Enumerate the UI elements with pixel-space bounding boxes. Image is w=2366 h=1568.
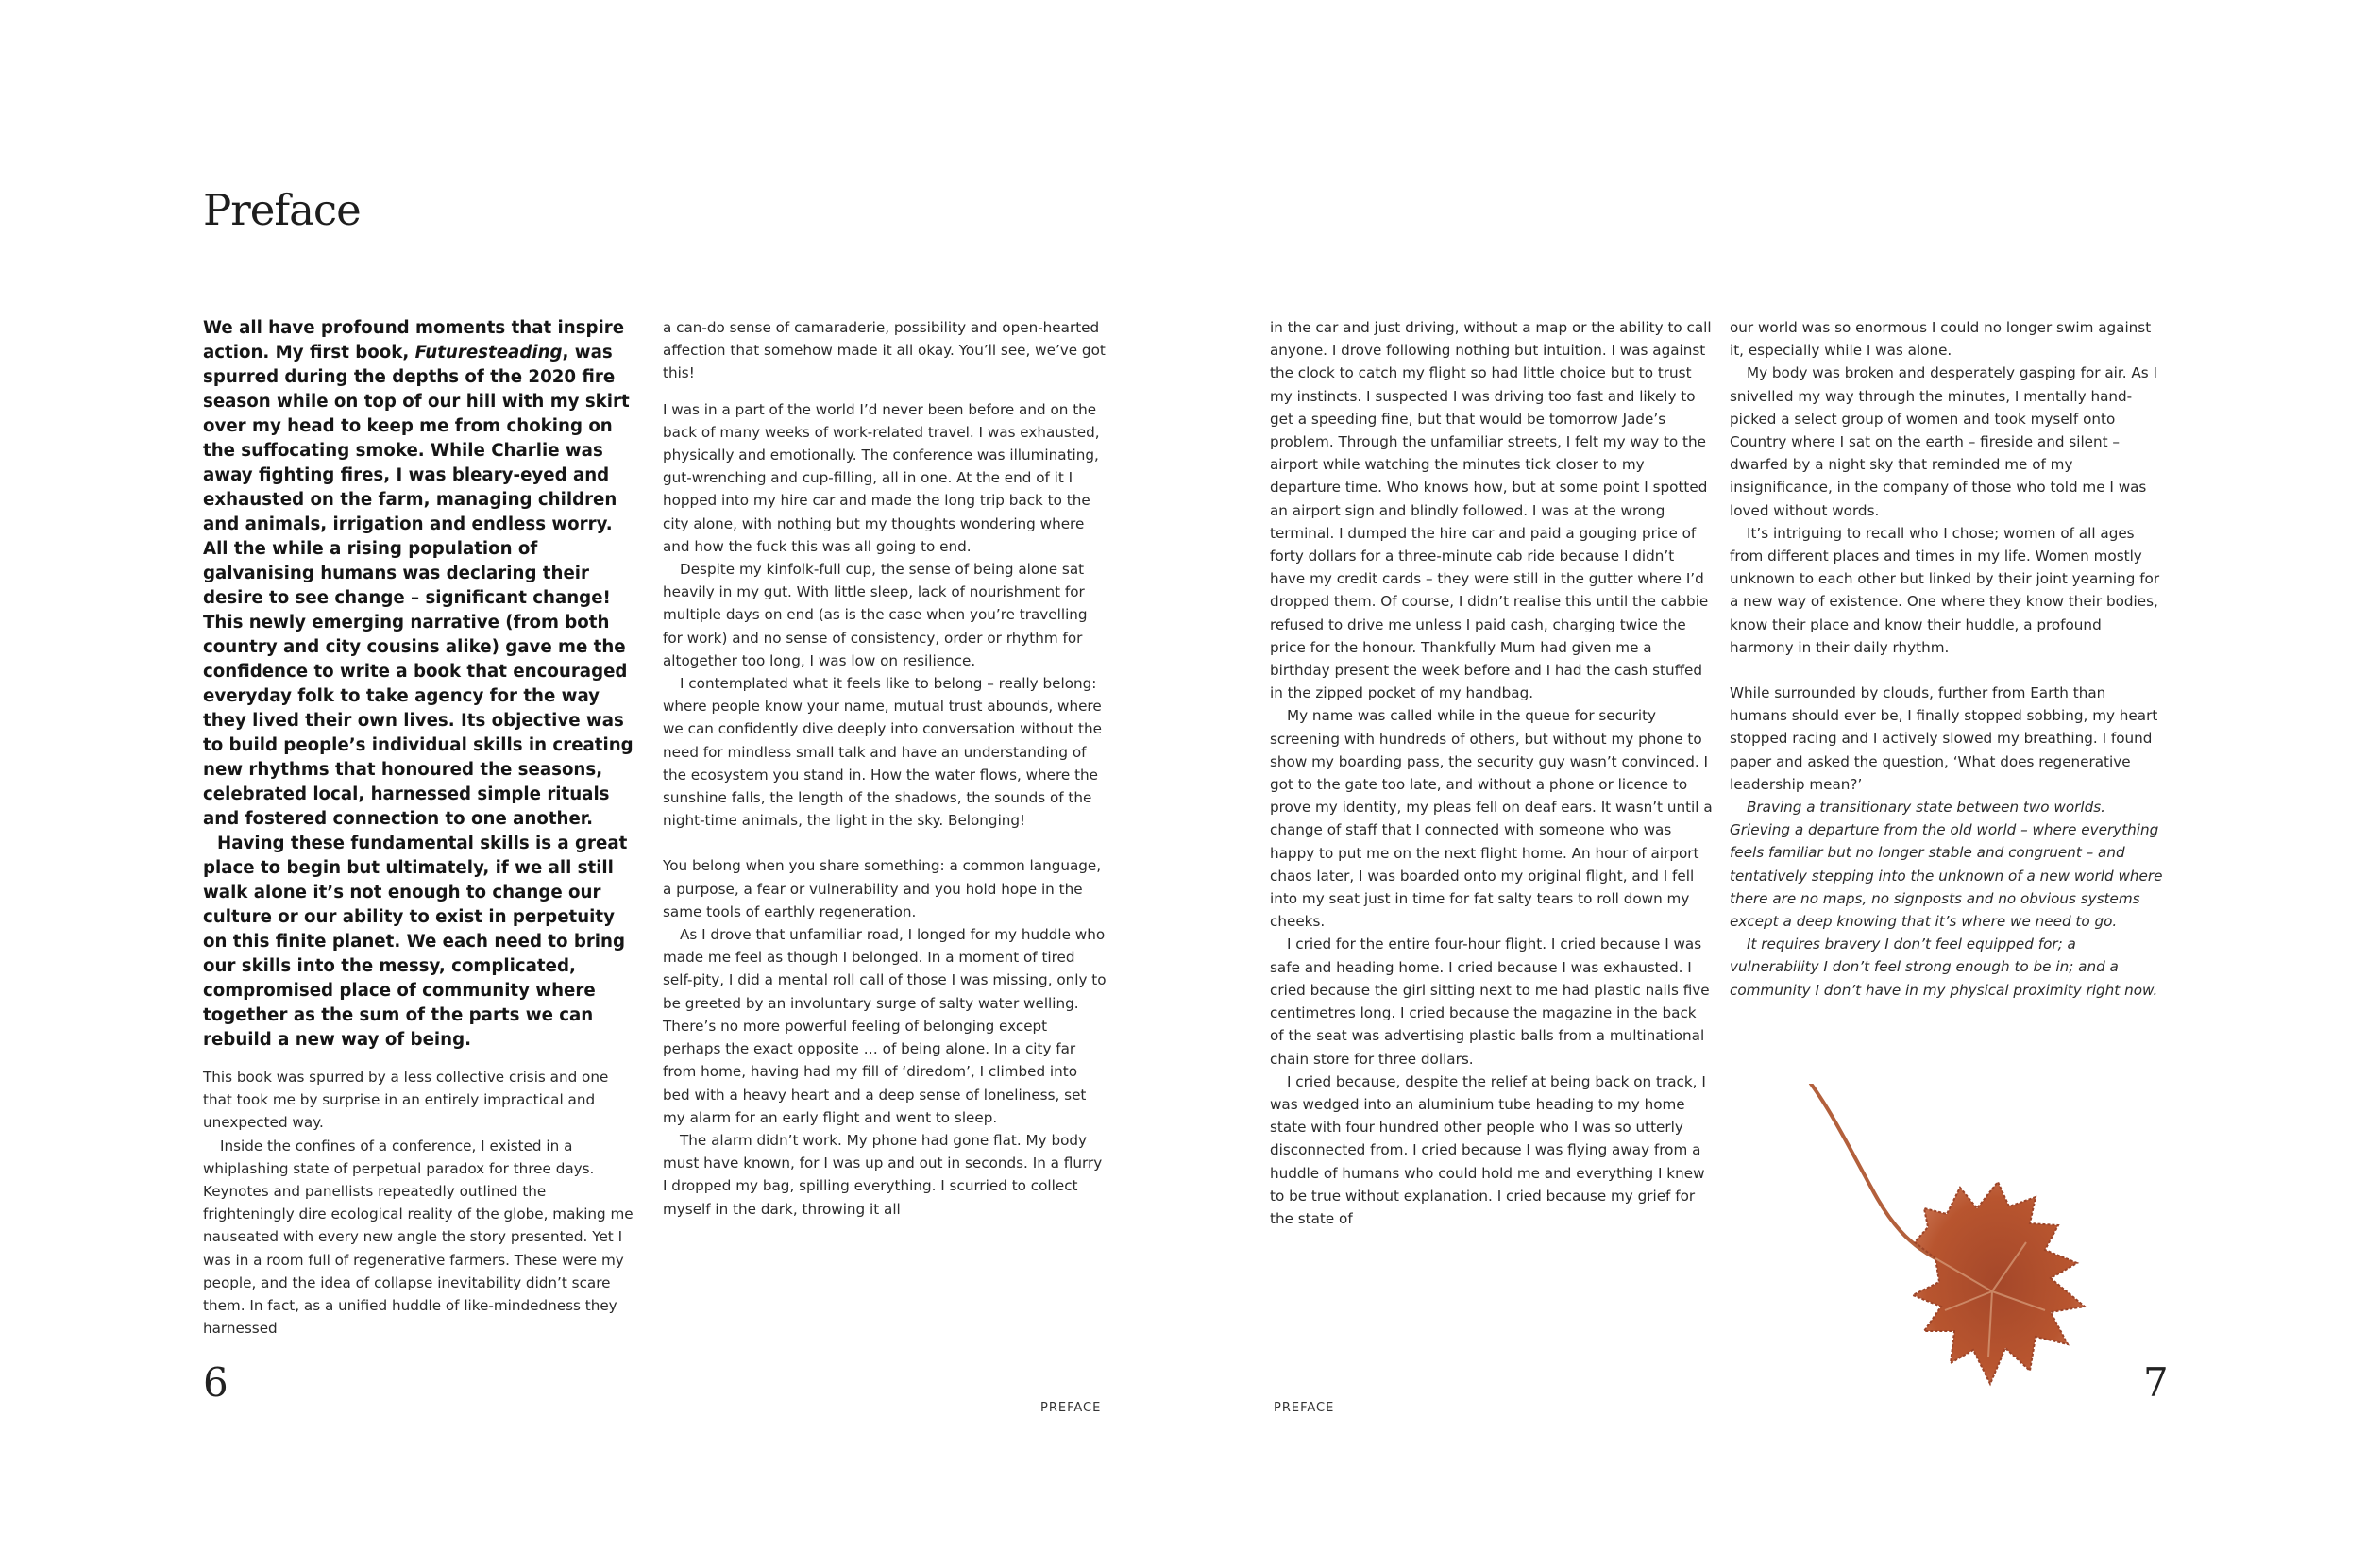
body-paragraph: You belong when you share something: a common language, a purpose, a fear or vulnerability and you hold hope in the same tools of earthly regeneration. xyxy=(663,857,1102,920)
italic-paragraph: It requires bravery I don’t feel equipped for; a vulnerability I don’t feel strong enough to be in; and a community I don’t have in my physical proximity right now. xyxy=(1730,936,2158,999)
body-paragraph: This book was spurred by a less collective crisis and one that took me by surprise in an entirely impractical and unexpected way. xyxy=(203,1069,609,1132)
autumn-leaf-icon xyxy=(1803,1084,2153,1433)
column-1 xyxy=(203,316,639,1340)
page-title: Preface xyxy=(203,185,361,235)
page-number-right: 7 xyxy=(2143,1359,2169,1406)
body-paragraph: I cried because, despite the relief at being back on track, I was wedged into an aluminium tube heading to my home state with four hundred other people who I was so utterly disconnected from. I cried because I was flying away from a huddle of humans who could hold me and everything I knew to be true without explanation. I cried because my grief for the state of xyxy=(1270,1072,1706,1227)
body-paragraph: I contemplated what it feels like to belong – really belong: where people know your name, mutual trust abounds, where we can confidently dive deeply into conversation without the need for mindless small talk and have an understanding of the ecosystem you stand in. How the water flows, where the sunshine falls, the length of the shadows, the sounds of the night-time animals, the light in the sky. Belonging! xyxy=(663,675,1102,830)
body-paragraph: My name was called while in the queue for security screening with hundreds of others, but without my phone to show my boarding pass, the security guy wasn’t convinced. I got to the gate too late, and without a phone or licence to prove my identity, my pleas fell on deaf ears. It wasn’t until a change of staff that I connected with someone who was happy to put me on the next flight home. An hour of airport chaos later, I was boarded onto my original flight, and I fell into my seat just in time for fat salty tears to roll down my cheeks. xyxy=(1270,707,1713,931)
body-paragraph: a can-do sense of camaraderie, possibility and open-hearted affection that somehow made it all okay. You’ll see, we’ve got this! xyxy=(663,319,1106,382)
body-paragraph: While surrounded by clouds, further from Earth than humans should ever be, I finally stopped sobbing, my heart stopped racing and I actively slowed my breathing. I found paper and asked the question, ‘What does regenerative leadership mean?’ xyxy=(1730,684,2158,793)
body-paragraph: our world was so enormous I could no longer swim against it, especially while I was alone. xyxy=(1730,319,2152,360)
body-paragraph: in the car and just driving, without a map or the ability to call anyone. I drove following nothing but intuition. I was against the clock to catch my flight so had little choice but to trust my instincts. I suspected I was driving too fast and likely to get a speeding fine, but that would be tomorrow Jade’s problem. Through the unfamiliar streets, I felt my way to the airport while watching the minutes tick closer to my departure time. Who knows how, but at some point I spotted an airport sign and blindly followed. I was at the wrong terminal. I dumped the hire car and paid a gouging price of forty dollars for a three-minute cab ride because I didn’t have my credit cards – they were still in the gutter where I’d dropped them. Of course, I didn’t realise this until the cabbie refused to drive me unless I paid cash, charging twice the price for the honour. Thankfully Mum had given me a birthday present the week before and I had the cash stuffed in the zipped pocket of my handbag. xyxy=(1270,319,1712,702)
column-2 xyxy=(663,316,1107,1221)
body-paragraph: I was in a part of the world I’d never been before and on the back of many weeks of work-related travel. I was exhausted, physically and emotionally. The conference was illuminating, gut-wrenching and cup-filling, all in one. At the end of it I hopped into my hire car and made the long trip back to the city alone, with nothing but my thoughts wondering where and how the fuck this was all going to end. xyxy=(663,400,1100,555)
page-number-left: 6 xyxy=(203,1359,228,1406)
body-paragraph: I cried for the entire four-hour flight. I cried because I was safe and heading home. I cried because I was exhausted. I cried because the girl sitting next to me had plastic nails five centimetres long. I cried because the magazine in the back of the seat was advertising plastic balls from a multinational chain store for three dollars. xyxy=(1270,936,1710,1068)
body-paragraph: My body was broken and desperately gasping for air. As I snivelled my way through the minutes, I mentally hand-picked a select group of women and took myself onto Country where I sat on the earth – fireside and silent – dwarfed by a night sky that reminded me of my insignificance, in the company of those who told me I was loved without words. xyxy=(1730,364,2157,519)
body-paragraph: The alarm didn’t work. My phone had gone flat. My body must have known, for I was up and out in seconds. In a flurry I dropped my bag, spilling everything. I scurried to collect myself in the dark, throwing it all xyxy=(663,1131,1103,1218)
running-head-right: PREFACE xyxy=(1274,1401,1335,1415)
body-paragraph: Inside the confines of a conference, I existed in a whiplashing state of perpetual paradox for three days. Keynotes and panellists repeatedly outlined the frighteningly dire ecological reality of the globe, making me nauseated with every new angle the story presented. Yet I was in a room full of regenerative farmers. These were my people, and the idea of collapse inevitability didn’t scare them. In fact, as a unified huddle of like-mindedness they harnessed xyxy=(203,1137,634,1338)
body-paragraph: It’s intriguing to recall who I chose; women of all ages from different places and times in my life. Women mostly unknown to each other but linked by their joint yearning for a new way of existence. One where they know their bodies, know their place and know their huddle, a profound harmony in their daily rhythm. xyxy=(1730,524,2160,656)
column-4 xyxy=(1730,316,2166,1002)
lead-paragraph-2: Having these fundamental skills is a great place to begin but ultimately, if we all still walk alone it’s not enough to change our culture or our ability to exist in perpetuity on this finite planet. We each need to bring our skills into the messy, complicated, compromised place of community where together as the sum of the parts we can rebuild a new way of being. xyxy=(203,834,628,1050)
running-head-left: PREFACE xyxy=(1040,1401,1102,1415)
column-3 xyxy=(1270,316,1714,1230)
body-paragraph: Despite my kinfolk-full cup, the sense of being alone sat heavily in my gut. With little sleep, lack of nourishment for multiple days on end (as is the case when you’re travelling for work) and no sense of consistency, order or rhythm for altogether too long, I was low on resilience. xyxy=(663,561,1088,669)
body-paragraph: As I drove that unfamiliar road, I longed for my huddle who made me feel as though I belonged. In a moment of tired self-pity, I did a mental roll call of those I was missing, only to be greeted by an involuntary surge of salty water welling. There’s no more powerful feeling of belonging except perhaps the exact opposite … of being alone. In a city far from home, having had my fill of ‘diredom’, I climbed into bed with a heavy heart and a deep sense of loneliness, set my alarm for an early flight and went to sleep. xyxy=(663,926,1107,1126)
lead-paragraph-1: We all have profound moments that inspire action. My first book, Futuresteading, was spurred during the depths of the 2020 fire season while on top of our hill with my skirt over my head to keep me from choking on the suffocating smoke. While Charlie was away fighting fires, I was bleary-eyed and exhausted on the farm, managing children and animals, irrigation and endless worry. All the while a rising population of galvanising humans was declaring their desire to see change – significant change! This newly emerging narrative (from both country and city cousins alike) gave me the confidence to write a book that encouraged everyday folk to take agency for the way they lived their own lives. Its objective was to build people’s individual skills in creating new rhythms that honoured the seasons, celebrated local, harnessed simple rituals and fostered connection to one another. xyxy=(203,318,634,829)
italic-paragraph: Braving a transitionary state between two worlds. Grieving a departure from the old world – where everything feels familiar but no longer stable and congruent – and tentatively stepping into the unknown of a new world where there are no maps, no signposts and no obvious systems except a deep knowing that it’s where we need to go. xyxy=(1730,799,2163,931)
